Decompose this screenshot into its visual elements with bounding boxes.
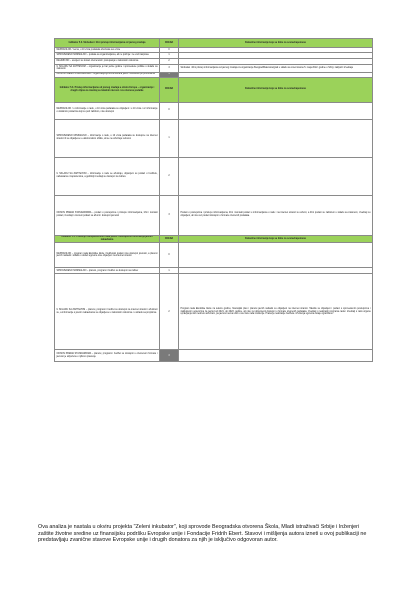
score-cell: 2 (160, 157, 179, 195)
evidence-cell: Program rada Ekološke škole za tekuću godinu, finansijski plan i planovi javnih nabavki su objavljeni na internet stranici. Takođe su objavljeni i podaci o sprovedenim postupcima i zaključenim ugovorima za period od 2021. do 2023. godine, ali nisu svi dokumenti dostupni u formatu otvorenih podataka. Izveštaji o realizaciji programa rada i izveštaji o radu organa upravljanja nisu redovno ažurirani, pa javnost nema uvid u sve faze rada institucije. Praćenje realizacije budžeta i izvršenja ugovora ostaje ograničeno. (179, 274, 373, 350)
score-cell: 1 (160, 119, 179, 157)
evidence-cell (179, 350, 373, 362)
score-cell: 3 (160, 65, 179, 73)
indicator-title: Indikator 5.4. Praćenje transparentnosti rada javnih i dostupnost informacija javnim nabavkama (55, 235, 160, 243)
indicator-table (54, 38, 373, 362)
criterion-text: NEPRAVILNO / u informacije o radu, u 10 vrsta podataka su objavljeni i u 10 vrsta i uz informacije o dodatnim podacima koji su pod zaštitom, nisu dostupni (55, 102, 160, 119)
criterion-text: SPROVEDENO MINIMALNO – poslata sa organizacijama, ali ne počinje i ne vodi rasprave (55, 53, 160, 59)
criterion-text: U SKLADU SA ZAHTEVOM – organizacije je bar jedne godine i sprovedene politike u skladu sa zakonom (56, 65, 158, 71)
score-cell: 2 (160, 59, 179, 65)
assessment-tables (54, 38, 371, 362)
criterion-text: U SKLADU SA ZAHTEVOM – informacije o radu se ažuriraju, objavljeni su podaci o budžetu, nabavkama i zaposlenima, a godišnji izveštaji su dostupni na zahtev (55, 157, 160, 195)
criterion-text: ODNOS PREMA STANDARDIMA – podaci o postupcima i pristupu informacijama, lični i kontakt podaci, izveštaji i otvoreni podaci su ažurni i dostupni javnosti (55, 195, 160, 235)
table-body (55, 39, 373, 362)
criterion-row (55, 243, 373, 268)
evidence-cell: Podaci o postupcima i pristupu informacijama, lični i kontakt podaci u informacijama o radu i na internet stranici su ažurni, a lični podaci su zaštićeni u skladu sa zakonom, izveštaji su objavljeni, ali nisu svi podaci dostupni u formatu otvorenih podataka. (179, 195, 373, 235)
criterion-text: SPROVEDENO MINIMALNO – planovi, programi i budžet su dostupni na zahtev (55, 268, 160, 274)
criterion-row (55, 119, 373, 157)
footer-disclaimer: Ova analiza je nastala u okviru projekta "Zeleni inkubator", koji sprovode Beogradska otvorena Škola, Mladi istraživači Srbije i Inženjeri zaštite životne sredine uz finansijsku podršku Evropske unije i Fondacije Fridrih Ebert. Stavovi i mišljenja autora izneti u ovoj publikaciji ne predstavljaju zvanične stavove Evropske unije i drugih donatora za njih je isključivo odgovoran autor. (38, 524, 367, 544)
evidence-cell: Slobodan i lični pristup informacijama od javnog značaja za organizacije Beograd/Rakovica/grad u skladu sa smernicama 5. maja 2022. godine u Srbiji, zaključci izveštaja (179, 65, 373, 73)
criterion-text: SPROVEDENO MINIMALNO – informacije o radu, u 10 vrsta podataka su dostupne na internet stranici ili su objavljene u elektronskom obliku, ali se ne ažuriraju redovno (55, 119, 160, 157)
indicator-title: Indikator 5.3. Pristup informacijama od javnog značaja u okviru Evrope – organizacije i drugih ciljeva za izveštaj sa lokalnim nivoom i za otvorene podatke (55, 77, 160, 102)
criterion-text: U SKLADU SA ZAHTEVOM – planovi, programi i budžet su dostupni na internet stranici i ažurirani su, a informacije o javnim nabavkama su objavljene u zakonskim rokovima i u skladu sa propisima (55, 274, 160, 350)
score-column-header: OCENA (160, 235, 179, 243)
criterion-text: NEPRAVILNO / nema, u 10 vrsta podataka obuhvata sve vrste (55, 48, 160, 53)
evidence-cell (179, 157, 373, 195)
criterion-row (55, 195, 373, 235)
score-cell: 0 (160, 243, 179, 268)
indicator-title: Indikator 5.3. Sloboden i lični pristup informacijama od javnog značaja (55, 39, 160, 48)
score-cell: 1 (160, 53, 179, 59)
evidence-cell (179, 119, 373, 157)
score-cell: 0 (160, 102, 179, 119)
score-column-header: OCENA (160, 77, 179, 102)
score-cell: 3 (160, 350, 179, 362)
section-header-row (55, 77, 373, 102)
section-header-row (55, 235, 373, 243)
evidence-column-header: Dokazi/ne informacije koje su bitne za ocenu/napomene (179, 235, 373, 243)
evidence-column-header: Dokazi/ne informacije koje su bitne za ocenu/napomene (179, 77, 373, 102)
criterion-text: ODNOS PREMA STANDARDIMA – organizacija je komunicirana javno i slobodna po procenama (55, 72, 160, 77)
evidence-column-header: Dokazi/ne informacije koje su bitne za ocenu/napomene (179, 39, 373, 48)
section-header-row (55, 39, 373, 48)
score-cell: 4 (160, 72, 179, 77)
score-cell: 3 (160, 195, 179, 235)
score-cell: 0 (160, 48, 179, 53)
criterion-row (55, 102, 373, 119)
criterion-text: NEPRAVILNO – program rada Ekološke škole i budžetski podaci nisu dostupni javnosti, a planovi javnih nabavki i odluke o dodeli ugovora nisu objavljeni na internet stranici (55, 243, 160, 268)
criterion-text: DELIMIČNO – usvojeni su koraci otvorenosti i postupanja u zakonskim rokovima (55, 59, 160, 65)
score-column-header: OCENA (160, 39, 179, 48)
criterion-row (55, 274, 373, 350)
criterion-row (55, 65, 373, 73)
criterion-row (55, 350, 373, 362)
criterion-row (55, 157, 373, 195)
score-cell: 2 (160, 274, 179, 350)
evidence-cell (179, 243, 373, 268)
score-cell: 1 (160, 268, 179, 274)
criterion-text: ODNOS PREMA STANDARDIMA – planovi, programi i budžet su dostupni u otvorenom formatu i javnost je uključena u njihovo praćenje (55, 350, 160, 362)
evidence-cell (179, 102, 373, 119)
